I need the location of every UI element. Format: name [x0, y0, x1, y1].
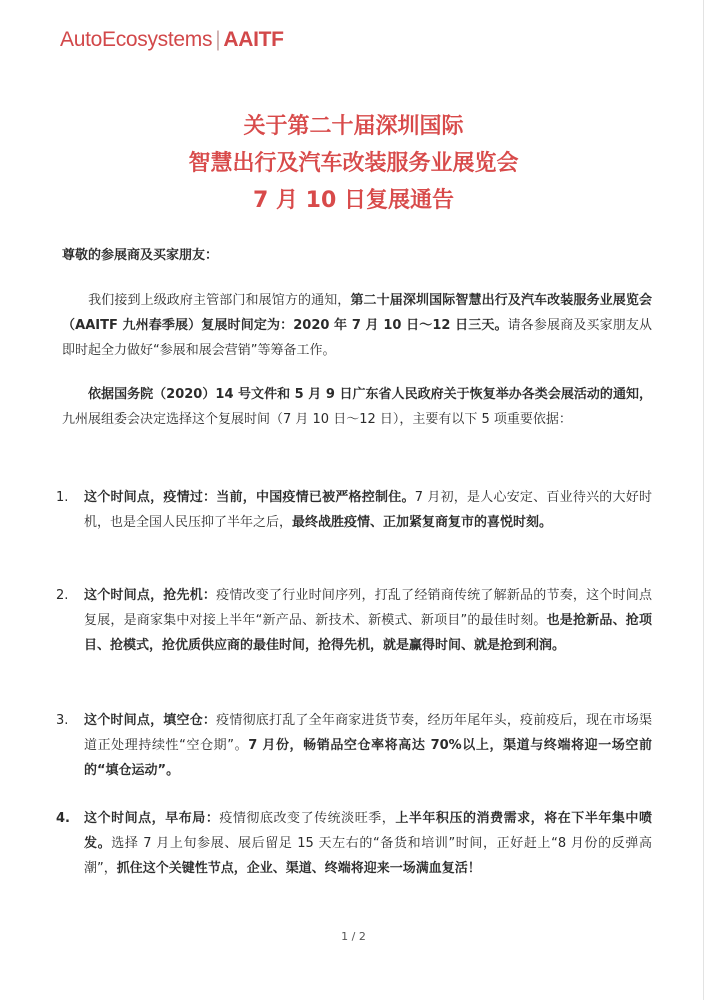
- item-lead: 这个时间点，填空仓：: [84, 713, 217, 728]
- item-lead: 这个时间点，抢先机：: [84, 588, 217, 603]
- item-number: 3.: [56, 713, 69, 728]
- paragraph-1-a: 我们接到上级政府主管部门和展馆方的通知，: [88, 293, 351, 308]
- paragraph-2-a: 依据国务院（2020）14 号文件和 5 月 9 日广东省人民政府关于恢复举办各类会展活动的通知，: [88, 387, 652, 402]
- list-item: [56, 708, 652, 783]
- item-emphasis: 最终战胜疫情、正加紧复商复市的喜悦时刻。: [292, 515, 553, 530]
- item-emphasis: 7 月份，畅销品空仓率将高达 70%以上，渠道与终端将迎一场空前的“填仓运动”。: [84, 738, 652, 778]
- logo: [60, 28, 284, 52]
- item-number: 1.: [56, 490, 69, 505]
- item-lead: 这个时间点，早布局：: [84, 811, 220, 826]
- item-lead: 这个时间点，疫情过：当前，中国疫情已被严格控制住。: [84, 490, 415, 505]
- item-number: 2.: [56, 588, 69, 603]
- page-number: 1 / 2: [341, 930, 366, 943]
- title-line-3: 7 月 10 日复展通告: [253, 188, 454, 213]
- logo-separator: |: [215, 28, 221, 51]
- list-item: [56, 583, 652, 658]
- paragraph-1-c: 请各参展商及买家朋友从即时起全力做好“参展和展会营销”等筹备工作。: [62, 318, 652, 358]
- title-line-1: 关于第二十届深圳国际: [243, 114, 464, 139]
- paragraph-2-b: 九州展组委会决定选择这个复展时间（7 月 10 日～12 日），主要有以下 5 项重要依据：: [62, 412, 572, 427]
- list-item: [56, 806, 652, 881]
- item-number: 4.: [56, 811, 70, 826]
- page-title: [0, 108, 707, 219]
- logo-sub: AAITF: [223, 28, 284, 51]
- paragraph-1-b: 第二十届深圳国际智慧出行及汽车改装服务业展览会（AAITF 九州春季展）复展时间定为：2020 年 7 月 10 日～12 日三天。: [62, 293, 652, 333]
- paragraph-notice: [62, 288, 652, 363]
- list-item: [56, 485, 652, 535]
- item-text-2: 选择 7 月上旬参展、展后留足 15 天左右的“备货和培训”时间，正好赶上“8 月份的反弹高潮”，: [84, 836, 652, 876]
- logo-main: AutoEcosystems: [60, 28, 213, 51]
- item-emphasis: 也是抢新品、抢项目、抢模式，抢优质供应商的最佳时间，抢得先机，就是赢得时间、就是抢到利润。: [84, 613, 652, 653]
- paragraph-basis: [62, 382, 652, 432]
- title-line-2: 智慧出行及汽车改装服务业展览会: [188, 151, 519, 176]
- item-text: 疫情彻底改变了传统淡旺季，: [219, 811, 396, 826]
- item-text: 7 月初，是人心安定、百业待兴的大好时机，也是全国人民压抑了半年之后，: [84, 490, 652, 530]
- item-text: 疫情改变了行业时间序列，打乱了经销商传统了解新品的节奏，这个时间点复展，是商家集中对接上半年“新产品、新技术、新模式、新项目”的最佳时刻。: [84, 588, 652, 628]
- item-text: 疫情彻底打乱了全年商家进货节奏，经历年尾年头，疫前疫后，现在市场渠道正处理持续性“空仓期”。: [84, 713, 652, 753]
- item-emphasis-2: 抓住这个关键性节点，企业、渠道、终端将迎来一场满血复活！: [116, 861, 481, 876]
- item-emphasis: 上半年积压的消费需求，将在下半年集中喷发。: [84, 811, 652, 851]
- scan-edge: [703, 0, 704, 1000]
- greeting: 尊敬的参展商及买家朋友：: [62, 248, 219, 263]
